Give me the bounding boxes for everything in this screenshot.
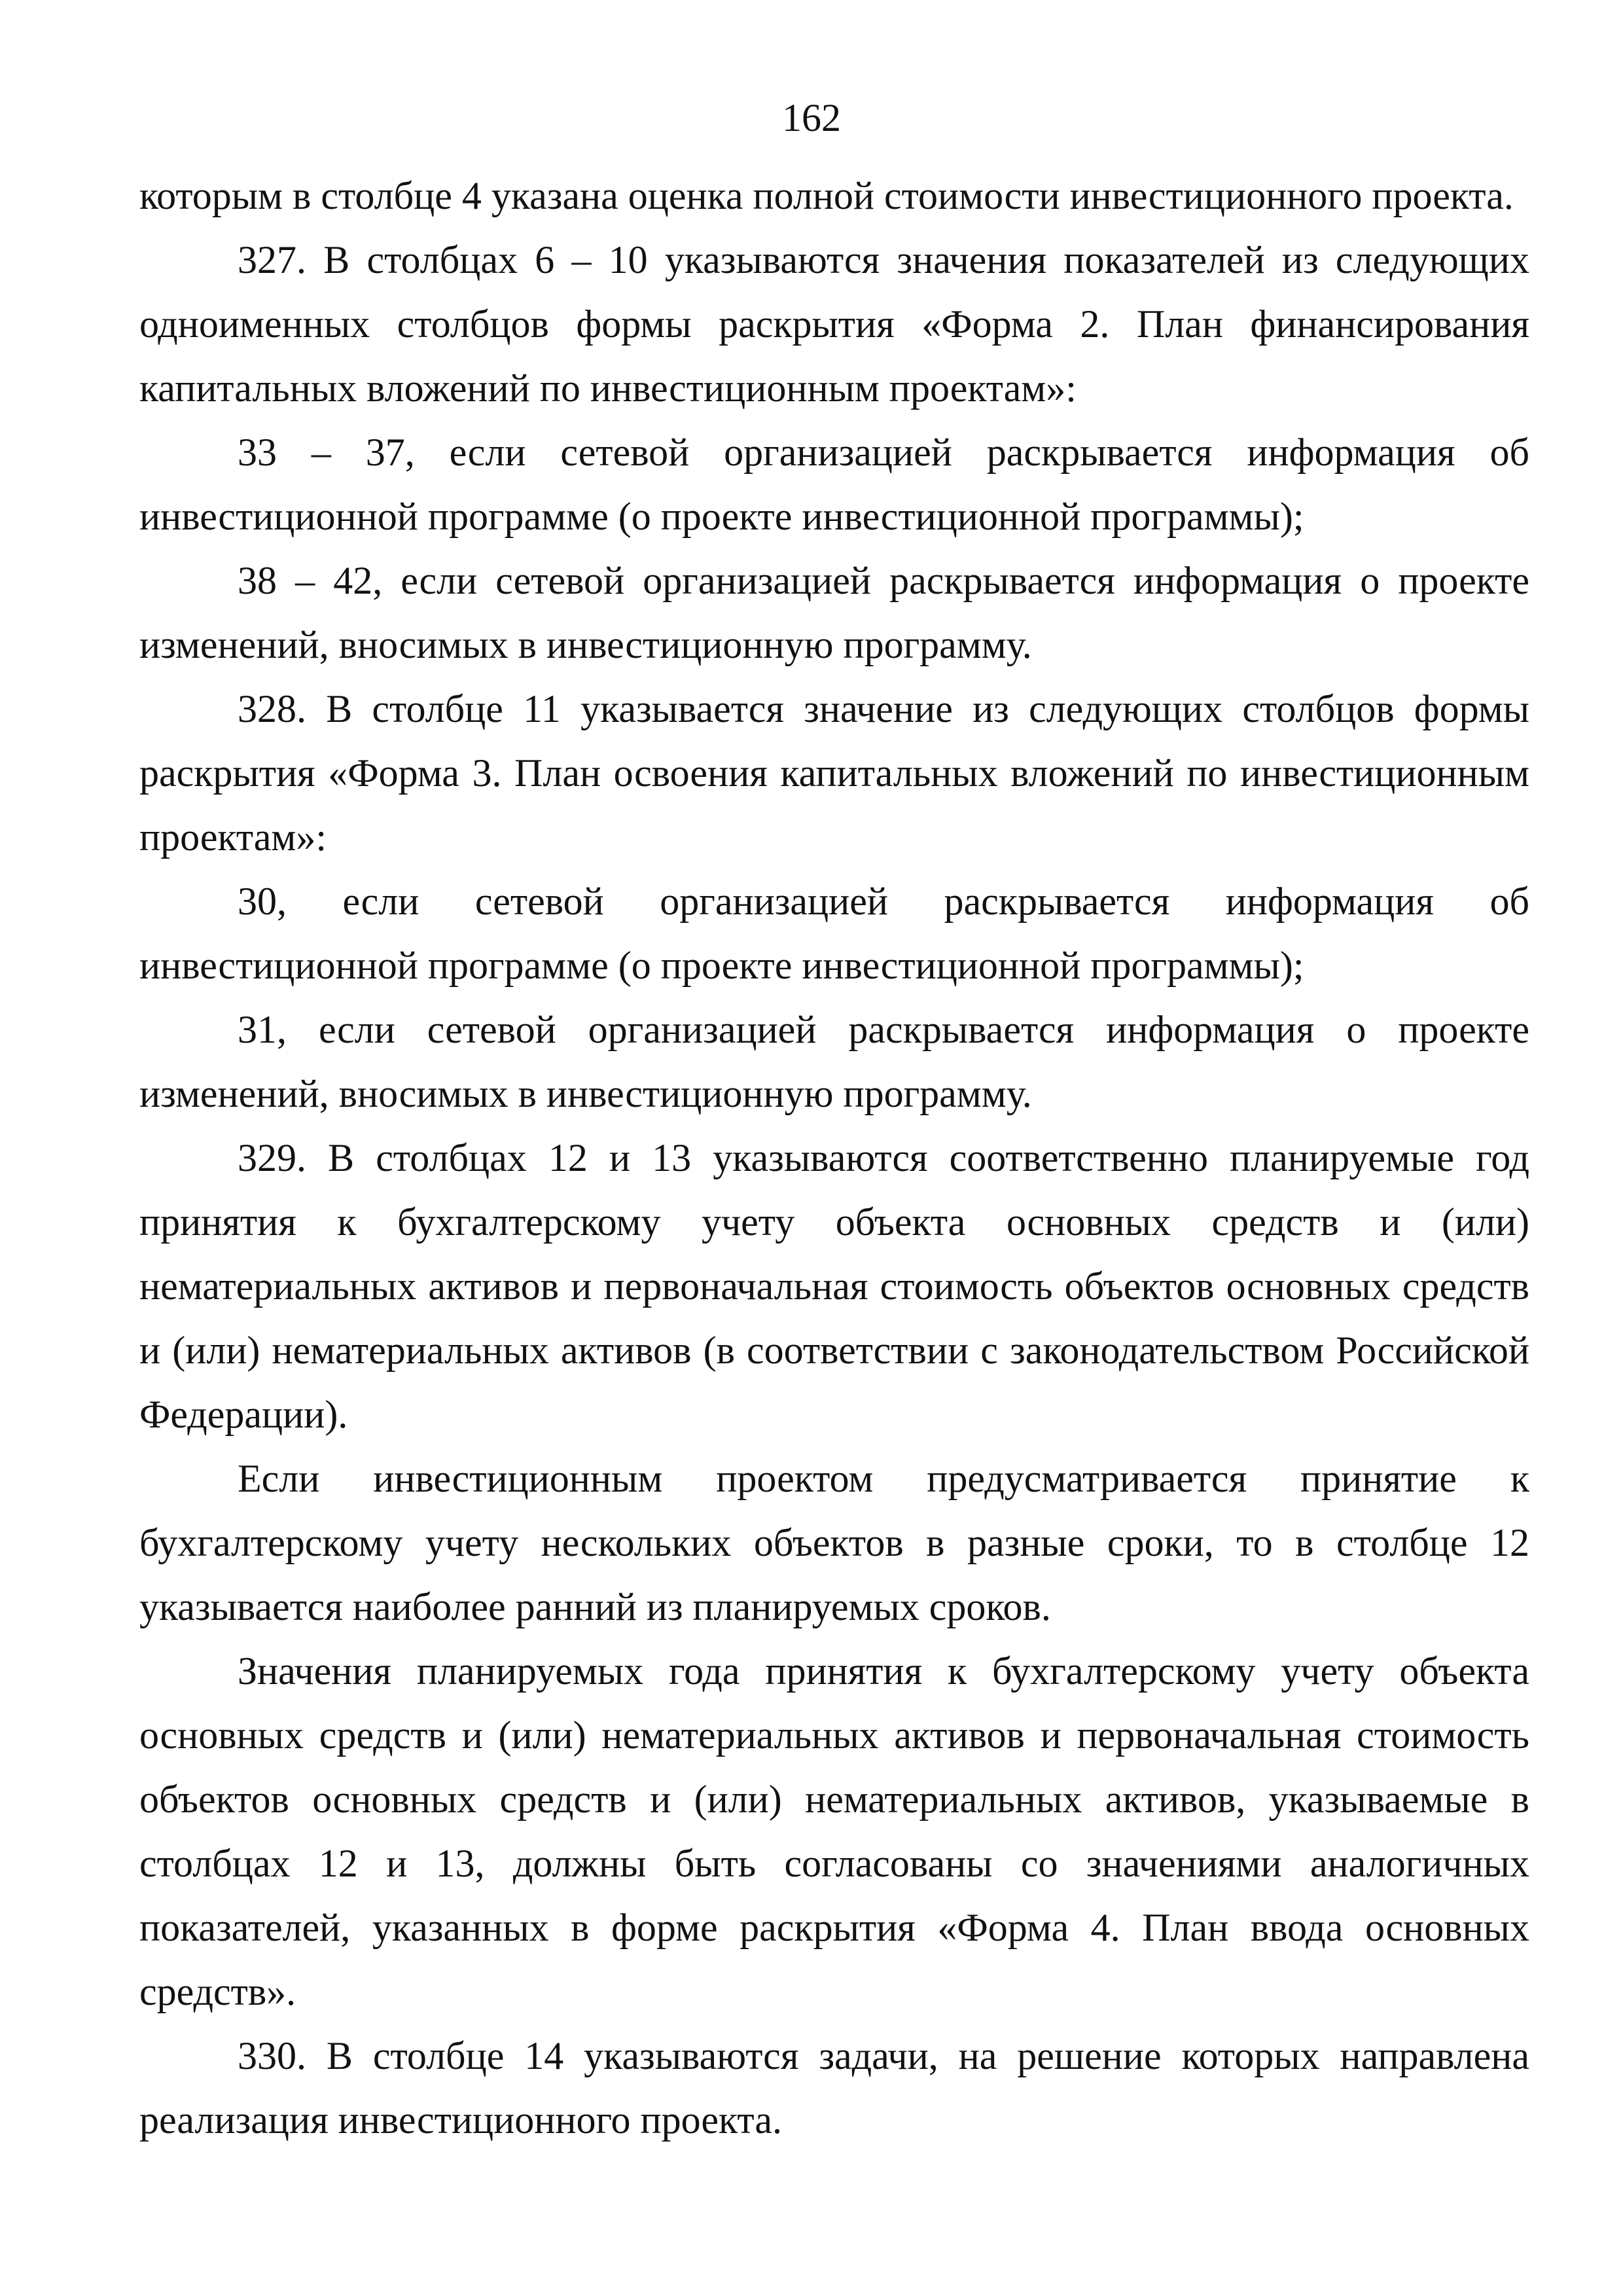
paragraph-329-consistency: Значения планируемых года принятия к бухгалтерскому учету объекта основных средств и (или) нематериальных активов и первоначальная стоимость объектов основных средств и (или) нематериальных активов, указываемые в столбцах 12 и 13, должны быть согласованы со значениями аналогичных показателей, указанных в форме раскрытия «Форма 4. План ввода основных средств».: [139, 1649, 1529, 2013]
page-number: 162: [782, 96, 841, 139]
paragraph-330: 330. В столбце 14 указываются задачи, на решение которых направлена реализация инвестиционного проекта.: [139, 2034, 1529, 2142]
paragraph-continuation: которым в столбце 4 указана оценка полной стоимости инвестиционного проекта.: [139, 174, 1514, 217]
paragraph-327-columns-33-37: 33 – 37, если сетевой организацией раскрывается информация об инвестиционной программе (о проекте инвестиционной программы);: [139, 431, 1529, 538]
paragraph-328-column-31: 31, если сетевой организацией раскрывается информация о проекте изменений, вносимых в инвестиционную программу.: [139, 1008, 1529, 1115]
paragraph-328: 328. В столбце 11 указывается значение из следующих столбцов формы раскрытия «Форма 3. План освоения капитальных вложений по инвестиционным проектам»:: [139, 687, 1529, 859]
paragraph-329: 329. В столбцах 12 и 13 указываются соответственно планируемые год принятия к бухгалтерскому учету объекта основных средств и (или) нематериальных активов и первоначальная стоимость объектов основных средств и (или) нематериальных активов (в соответствии с законодательством Российской Федерации).: [139, 1136, 1529, 1436]
document-body: [139, 164, 1529, 2152]
paragraph-327: 327. В столбцах 6 – 10 указываются значения показателей из следующих одноименных столбцов формы раскрытия «Форма 2. План финансирования капитальных вложений по инвестиционным проектам»:: [139, 238, 1529, 410]
paragraph-327-columns-38-42: 38 – 42, если сетевой организацией раскрывается информация о проекте изменений, вносимых в инвестиционную программу.: [139, 559, 1529, 666]
paragraph-329-earliest-term: Если инвестиционным проектом предусматривается принятие к бухгалтерскому учету нескольких объектов в разные сроки, то в столбце 12 указывается наиболее ранний из планируемых сроков.: [139, 1457, 1529, 1628]
paragraph-328-column-30: 30, если сетевой организацией раскрывается информация об инвестиционной программе (о проекте инвестиционной программы);: [139, 880, 1529, 987]
